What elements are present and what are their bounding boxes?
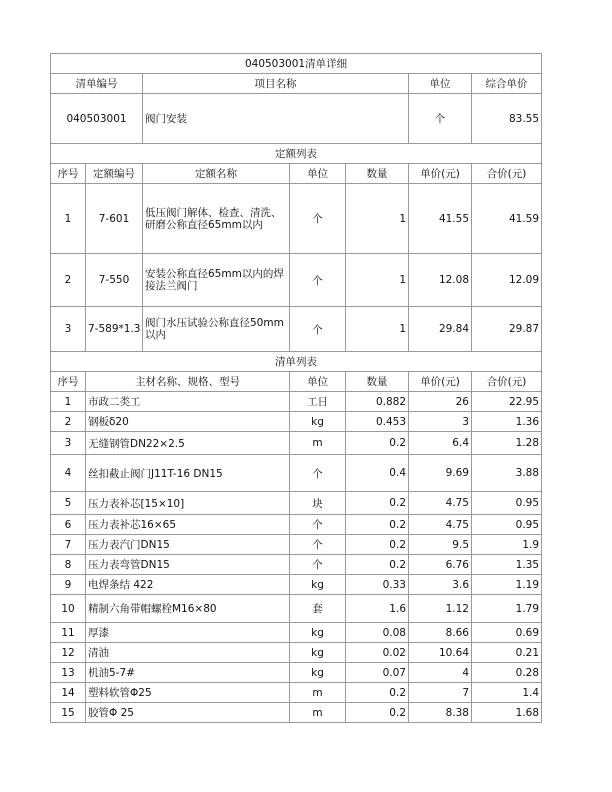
list-name: 钢板δ20 bbox=[86, 412, 290, 432]
quota-code: 7-589*1.3 bbox=[86, 307, 143, 352]
quota-row bbox=[51, 307, 542, 352]
quota-col-total: 合价(元) bbox=[472, 164, 542, 184]
list-name: 无缝钢管DN22×2.5 bbox=[86, 432, 290, 455]
list-qty: 0.2 bbox=[346, 535, 409, 555]
list-unit: 个 bbox=[290, 535, 346, 555]
list-qty: 0.2 bbox=[346, 703, 409, 723]
list-name: 市政二类工 bbox=[86, 392, 290, 412]
list-total: 1.79 bbox=[472, 595, 542, 623]
list-unit: kg bbox=[290, 643, 346, 663]
quota-price: 41.55 bbox=[409, 184, 472, 254]
list-unit: kg bbox=[290, 575, 346, 595]
list-col-qty: 数量 bbox=[346, 372, 409, 392]
list-total: 1.19 bbox=[472, 575, 542, 595]
list-price: 9.5 bbox=[409, 535, 472, 555]
quota-unit: 个 bbox=[290, 254, 346, 307]
quota-no: 2 bbox=[51, 254, 86, 307]
list-unit: 个 bbox=[290, 455, 346, 492]
list-no: 15 bbox=[51, 703, 86, 723]
list-no: 9 bbox=[51, 575, 86, 595]
list-total: 0.69 bbox=[472, 623, 542, 643]
list-total: 0.21 bbox=[472, 643, 542, 663]
list-row bbox=[51, 575, 542, 595]
list-name: 精制六角带帽螺栓M16×80 bbox=[86, 595, 290, 623]
quota-name: 低压阀门解体、检查、清洗、研磨公称直径65mm以内 bbox=[143, 184, 290, 254]
list-name: 电焊条结 422 bbox=[86, 575, 290, 595]
quota-row bbox=[51, 254, 542, 307]
list-unit: 套 bbox=[290, 595, 346, 623]
list-price: 8.66 bbox=[409, 623, 472, 643]
quota-total: 41.59 bbox=[472, 184, 542, 254]
quota-unit: 个 bbox=[290, 184, 346, 254]
quota-row bbox=[51, 184, 542, 254]
item-price: 83.55 bbox=[472, 94, 542, 144]
header-price: 综合单价 bbox=[472, 74, 542, 94]
list-qty: 1.6 bbox=[346, 595, 409, 623]
list-row bbox=[51, 683, 542, 703]
list-qty: 0.2 bbox=[346, 492, 409, 515]
item-unit: 个 bbox=[409, 94, 472, 144]
list-unit: kg bbox=[290, 623, 346, 643]
list-qty: 0.07 bbox=[346, 663, 409, 683]
list-name: 塑料软管Φ25 bbox=[86, 683, 290, 703]
list-section-title: 清单列表 bbox=[51, 352, 542, 372]
list-no: 14 bbox=[51, 683, 86, 703]
quota-no: 3 bbox=[51, 307, 86, 352]
quota-price: 12.08 bbox=[409, 254, 472, 307]
list-total: 1.35 bbox=[472, 555, 542, 575]
list-total: 3.88 bbox=[472, 455, 542, 492]
table-title: 040503001清单详细 bbox=[51, 54, 542, 74]
list-price: 7 bbox=[409, 683, 472, 703]
quota-name: 阀门水压试验公称直径50mm以内 bbox=[143, 307, 290, 352]
list-total: 0.28 bbox=[472, 663, 542, 683]
list-no: 11 bbox=[51, 623, 86, 643]
list-total: 0.95 bbox=[472, 492, 542, 515]
list-price: 4 bbox=[409, 663, 472, 683]
quota-col-name: 定额名称 bbox=[143, 164, 290, 184]
list-row bbox=[51, 492, 542, 515]
list-no: 1 bbox=[51, 392, 86, 412]
list-qty: 0.33 bbox=[346, 575, 409, 595]
quota-total: 12.09 bbox=[472, 254, 542, 307]
quota-code: 7-550 bbox=[86, 254, 143, 307]
list-price: 3 bbox=[409, 412, 472, 432]
quota-total: 29.87 bbox=[472, 307, 542, 352]
list-unit: kg bbox=[290, 412, 346, 432]
list-price: 8.38 bbox=[409, 703, 472, 723]
quota-unit: 个 bbox=[290, 307, 346, 352]
list-total: 1.36 bbox=[472, 412, 542, 432]
quota-qty: 1 bbox=[346, 184, 409, 254]
header-code: 清单编号 bbox=[51, 74, 143, 94]
list-row bbox=[51, 623, 542, 643]
list-unit: m bbox=[290, 703, 346, 723]
list-no: 7 bbox=[51, 535, 86, 555]
list-unit: kg bbox=[290, 663, 346, 683]
quota-no: 1 bbox=[51, 184, 86, 254]
header-unit: 单位 bbox=[409, 74, 472, 94]
list-unit: m bbox=[290, 432, 346, 455]
list-qty: 0.453 bbox=[346, 412, 409, 432]
list-price: 1.12 bbox=[409, 595, 472, 623]
list-no: 10 bbox=[51, 595, 86, 623]
list-name: 丝扣截止阀门J11T-16 DN15 bbox=[86, 455, 290, 492]
list-qty: 0.2 bbox=[346, 555, 409, 575]
quota-qty: 1 bbox=[346, 307, 409, 352]
list-no: 13 bbox=[51, 663, 86, 683]
list-name: 机油5-7# bbox=[86, 663, 290, 683]
quota-col-no: 序号 bbox=[51, 164, 86, 184]
list-price: 4.75 bbox=[409, 515, 472, 535]
list-no: 8 bbox=[51, 555, 86, 575]
list-row bbox=[51, 455, 542, 492]
quota-col-code: 定额编号 bbox=[86, 164, 143, 184]
list-qty: 0.08 bbox=[346, 623, 409, 643]
list-qty: 0.02 bbox=[346, 643, 409, 663]
list-qty: 0.2 bbox=[346, 683, 409, 703]
list-qty: 0.4 bbox=[346, 455, 409, 492]
quota-col-price: 单价(元) bbox=[409, 164, 472, 184]
list-unit: 块 bbox=[290, 492, 346, 515]
list-total: 1.28 bbox=[472, 432, 542, 455]
list-row bbox=[51, 515, 542, 535]
list-unit: 工日 bbox=[290, 392, 346, 412]
list-price: 26 bbox=[409, 392, 472, 412]
list-qty: 0.2 bbox=[346, 432, 409, 455]
list-price: 6.76 bbox=[409, 555, 472, 575]
list-name: 压力表补芯16×65 bbox=[86, 515, 290, 535]
item-code: 040503001 bbox=[51, 94, 143, 144]
item-name: 阀门安装 bbox=[143, 94, 409, 144]
list-col-no: 序号 bbox=[51, 372, 86, 392]
list-no: 12 bbox=[51, 643, 86, 663]
list-total: 22.95 bbox=[472, 392, 542, 412]
list-row bbox=[51, 663, 542, 683]
list-qty: 0.2 bbox=[346, 515, 409, 535]
quota-code: 7-601 bbox=[86, 184, 143, 254]
list-no: 6 bbox=[51, 515, 86, 535]
list-price: 10.64 bbox=[409, 643, 472, 663]
quota-qty: 1 bbox=[346, 254, 409, 307]
list-row bbox=[51, 412, 542, 432]
list-row bbox=[51, 555, 542, 575]
list-unit: 个 bbox=[290, 515, 346, 535]
list-total: 0.95 bbox=[472, 515, 542, 535]
list-name: 清油 bbox=[86, 643, 290, 663]
quota-col-qty: 数量 bbox=[346, 164, 409, 184]
list-total: 1.68 bbox=[472, 703, 542, 723]
list-col-name: 主材名称、规格、型号 bbox=[86, 372, 290, 392]
bill-detail-table bbox=[50, 53, 542, 723]
list-no: 3 bbox=[51, 432, 86, 455]
list-col-price: 单价(元) bbox=[409, 372, 472, 392]
list-name: 厚漆 bbox=[86, 623, 290, 643]
list-row bbox=[51, 392, 542, 412]
list-price: 9.69 bbox=[409, 455, 472, 492]
list-name: 压力表汽门DN15 bbox=[86, 535, 290, 555]
list-col-unit: 单位 bbox=[290, 372, 346, 392]
list-no: 5 bbox=[51, 492, 86, 515]
list-col-total: 合价(元) bbox=[472, 372, 542, 392]
list-unit: 个 bbox=[290, 555, 346, 575]
list-total: 1.4 bbox=[472, 683, 542, 703]
list-row bbox=[51, 432, 542, 455]
list-no: 4 bbox=[51, 455, 86, 492]
list-name: 胶管Φ 25 bbox=[86, 703, 290, 723]
list-no: 2 bbox=[51, 412, 86, 432]
list-name: 压力表弯管DN15 bbox=[86, 555, 290, 575]
list-row bbox=[51, 643, 542, 663]
list-row bbox=[51, 535, 542, 555]
quota-section-title: 定额列表 bbox=[51, 144, 542, 164]
list-unit: m bbox=[290, 683, 346, 703]
quota-name: 安装公称直径65mm以内的焊接法兰阀门 bbox=[143, 254, 290, 307]
list-total: 1.9 bbox=[472, 535, 542, 555]
list-name: 压力表补芯[15×10] bbox=[86, 492, 290, 515]
list-qty: 0.882 bbox=[346, 392, 409, 412]
list-price: 3.6 bbox=[409, 575, 472, 595]
quota-col-unit: 单位 bbox=[290, 164, 346, 184]
list-price: 6.4 bbox=[409, 432, 472, 455]
list-price: 4.75 bbox=[409, 492, 472, 515]
list-row bbox=[51, 595, 542, 623]
header-name: 项目名称 bbox=[143, 74, 409, 94]
quota-price: 29.84 bbox=[409, 307, 472, 352]
list-row bbox=[51, 703, 542, 723]
